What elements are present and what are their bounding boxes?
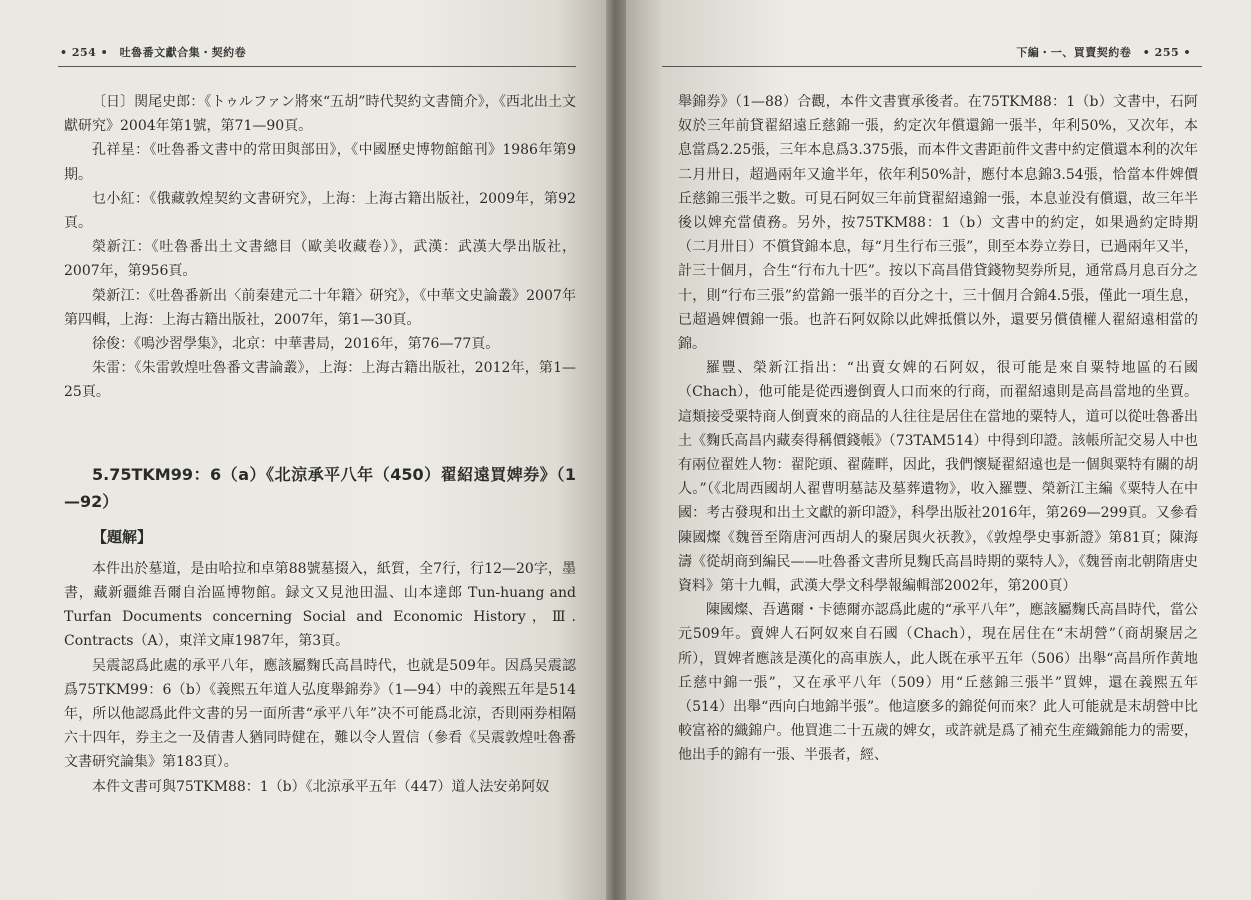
bibliography-entry: 朱雷：《朱雷敦煌吐魯番文書論叢》，上海：上海古籍出版社，2012年，第1—25頁。 — [64, 360, 576, 401]
header-rule — [662, 66, 1202, 67]
right-page — [626, 0, 1251, 900]
left-page — [0, 0, 606, 900]
page-header: 下編・一、買賣契約卷 • 255 • — [1016, 46, 1191, 59]
right-page-body — [678, 90, 1198, 768]
subheading: 【題解】 — [92, 527, 153, 546]
paragraph: 本件出於墓道，是由哈拉和卓第88號墓掇入，紙質，全7行，行12—20字，墨書，藏新疆維吾爾自治區博物館。録文又見池田温、山本達郎 Tun-huang and Turfan Documents concerning Social and Economic History，Ⅲ. Contracts（A），東洋文庫1987年，第3頁。 — [64, 560, 576, 650]
section-title: 5.75TKM99：6（a）《北涼承平八年（450）翟紹遠買婢券》（1—92） — [64, 464, 576, 511]
bibliography-entry: 徐俊：《鳴沙習學集》，北京：中華書局，2016年，第76—77頁。 — [92, 336, 500, 353]
page-header: • 254 • 吐魯番文獻合集・契約卷 — [60, 46, 247, 59]
bibliography-entry: 孔祥星：《吐魯番文書中的常田與部田》，《中國歷史博物館館刊》1986年第9期。 — [64, 142, 576, 183]
paragraph: 羅豐、榮新江指出：“出賣女婢的石阿奴，很可能是來自粟特地區的石國（Chach），他可能是從西邊倒賣人口而來的行商，而翟紹遠則是高昌當地的坐賈。這類接受粟特商人倒賣來的商品的人往往是居住在當地的粟特人，道可以從吐魯番出土《麴氏高昌内藏奏得稱價錢帳》（73TAM514）中得到印證。該帳所記交易人中也有兩位翟姓人物：翟陀頭、翟薩畔，因此，我們懷疑翟紹遠也是一個與粟特有關的胡人。”（《北周西國胡人翟曹明墓誌及墓葬遺物》，收入羅豐、榮新江主編《粟特人在中國：考古發現和出土文獻的新印證》，科學出版社2016年，第269—299頁。又參看陳國燦《魏晉至隋唐河西胡人的聚居與火祆教》，《敦煌學史事新證》第81頁；陳海濤《從胡商到編民——吐魯番文書所見麴氏高昌時期的粟特人》，《魏晉南北朝隋唐史資料》第十九輯，武漢大學文科學報編輯部2002年，第200頁） — [678, 360, 1198, 595]
paragraph: 吴震認爲此處的承平八年，應該屬麴氏高昌時代，也就是509年。因爲吴震認爲75TKM99：6（b）《義熙五年道人弘度舉錦券》（1—94）中的義熙五年是514年，所以他認爲此件文書的另一面所書“承平八年”决不可能爲北涼，否則兩券相隔六十四年，券主之一及倩書人猶同時健在，難以令人置信（參看《吴震敦煌吐魯番文書研究論集》第183頁）。 — [64, 657, 576, 771]
bibliography-entry: 榮新江：《吐魯番出土文書總目（歐美收藏卷）》，武漢：武漢大學出版社，2007年，第956頁。 — [64, 239, 576, 280]
bibliography-entry: 榮新江：《吐魯番新出〈前秦建元二十年籍〉研究》，《中華文史論叢》2007年第四輯，上海：上海古籍出版社，2007年，第1—30頁。 — [64, 287, 576, 328]
bibliography-entry: 〔日〕関尾史郎：《トゥルファン將來“五胡”時代契約文書簡介》，《西北出土文獻研究》2004年第1號，第71—90頁。 — [64, 94, 576, 135]
left-page-body — [64, 90, 576, 799]
header-rule — [58, 66, 576, 67]
paragraph: 陳國燦、吾邁爾・卡德爾亦認爲此處的“承平八年”，應該屬麴氏高昌時代，當公元509年。賣婢人石阿奴來自石國（Chach），現在居住在“末胡營”（商胡聚居之所），買婢者應該是漢化的高車族人，此人既在承平五年（506）出舉“高昌所作黄地丘慈中錦一張”，又在承平八年（509）用“丘慈錦三張半”買婢，還在義熙五年（514）出舉“西向白地錦半張”。他這麽多的錦從何而來？此人可能就是末胡營中比較富裕的織錦户。他買進二十五歲的婢女，或許就是爲了補充生産織錦能力的需要，他出手的錦有一張、半張者，經、 — [678, 602, 1198, 764]
book-gutter — [606, 0, 626, 900]
paragraph: 本件文書可與75TKM88：1（b）《北涼承平五年（447）道人法安弟阿奴 — [92, 778, 550, 795]
paragraph: 舉錦券》（1—88）合觀，本件文書實承後者。在75TKM88：1（b）文書中，石阿奴於三年前貸翟紹遠丘慈錦一張，約定次年償還錦一張半，年利50%，又次年，本息當爲2.25張，三年本息爲3.375張，而本件文書距前件文書中約定償還本利的次年二月卅日，超過兩年又逾半年，依年利50%計，應付本息錦3.54張，恰當本件婢價丘慈錦三張半之數。可見石阿奴三年前貸翟紹遠錦一張，本息並没有償還，故三年半後以婢充當債務。另外，按75TKM88：1（b）文書中的約定，如果過約定時期（二月卅日）不償貸錦本息，每“月生行布三張”，則至本券立券日，已過兩年又半，計三十個月，合生“行布九十匹”。按以下高昌借貸錢物契券所見，通常爲月息百分之十，則“行布三張”約當錦一張半的百分之十，三十個月合錦4.5張，僅此一項生息，已超過婢價錦一張。也許石阿奴除以此婢抵償以外，還要另償債權人翟紹遠相當的錦。 — [678, 94, 1198, 353]
bibliography-entry: 乜小紅：《俄藏敦煌契約文書研究》，上海：上海古籍出版社，2009年，第92頁。 — [64, 190, 576, 232]
